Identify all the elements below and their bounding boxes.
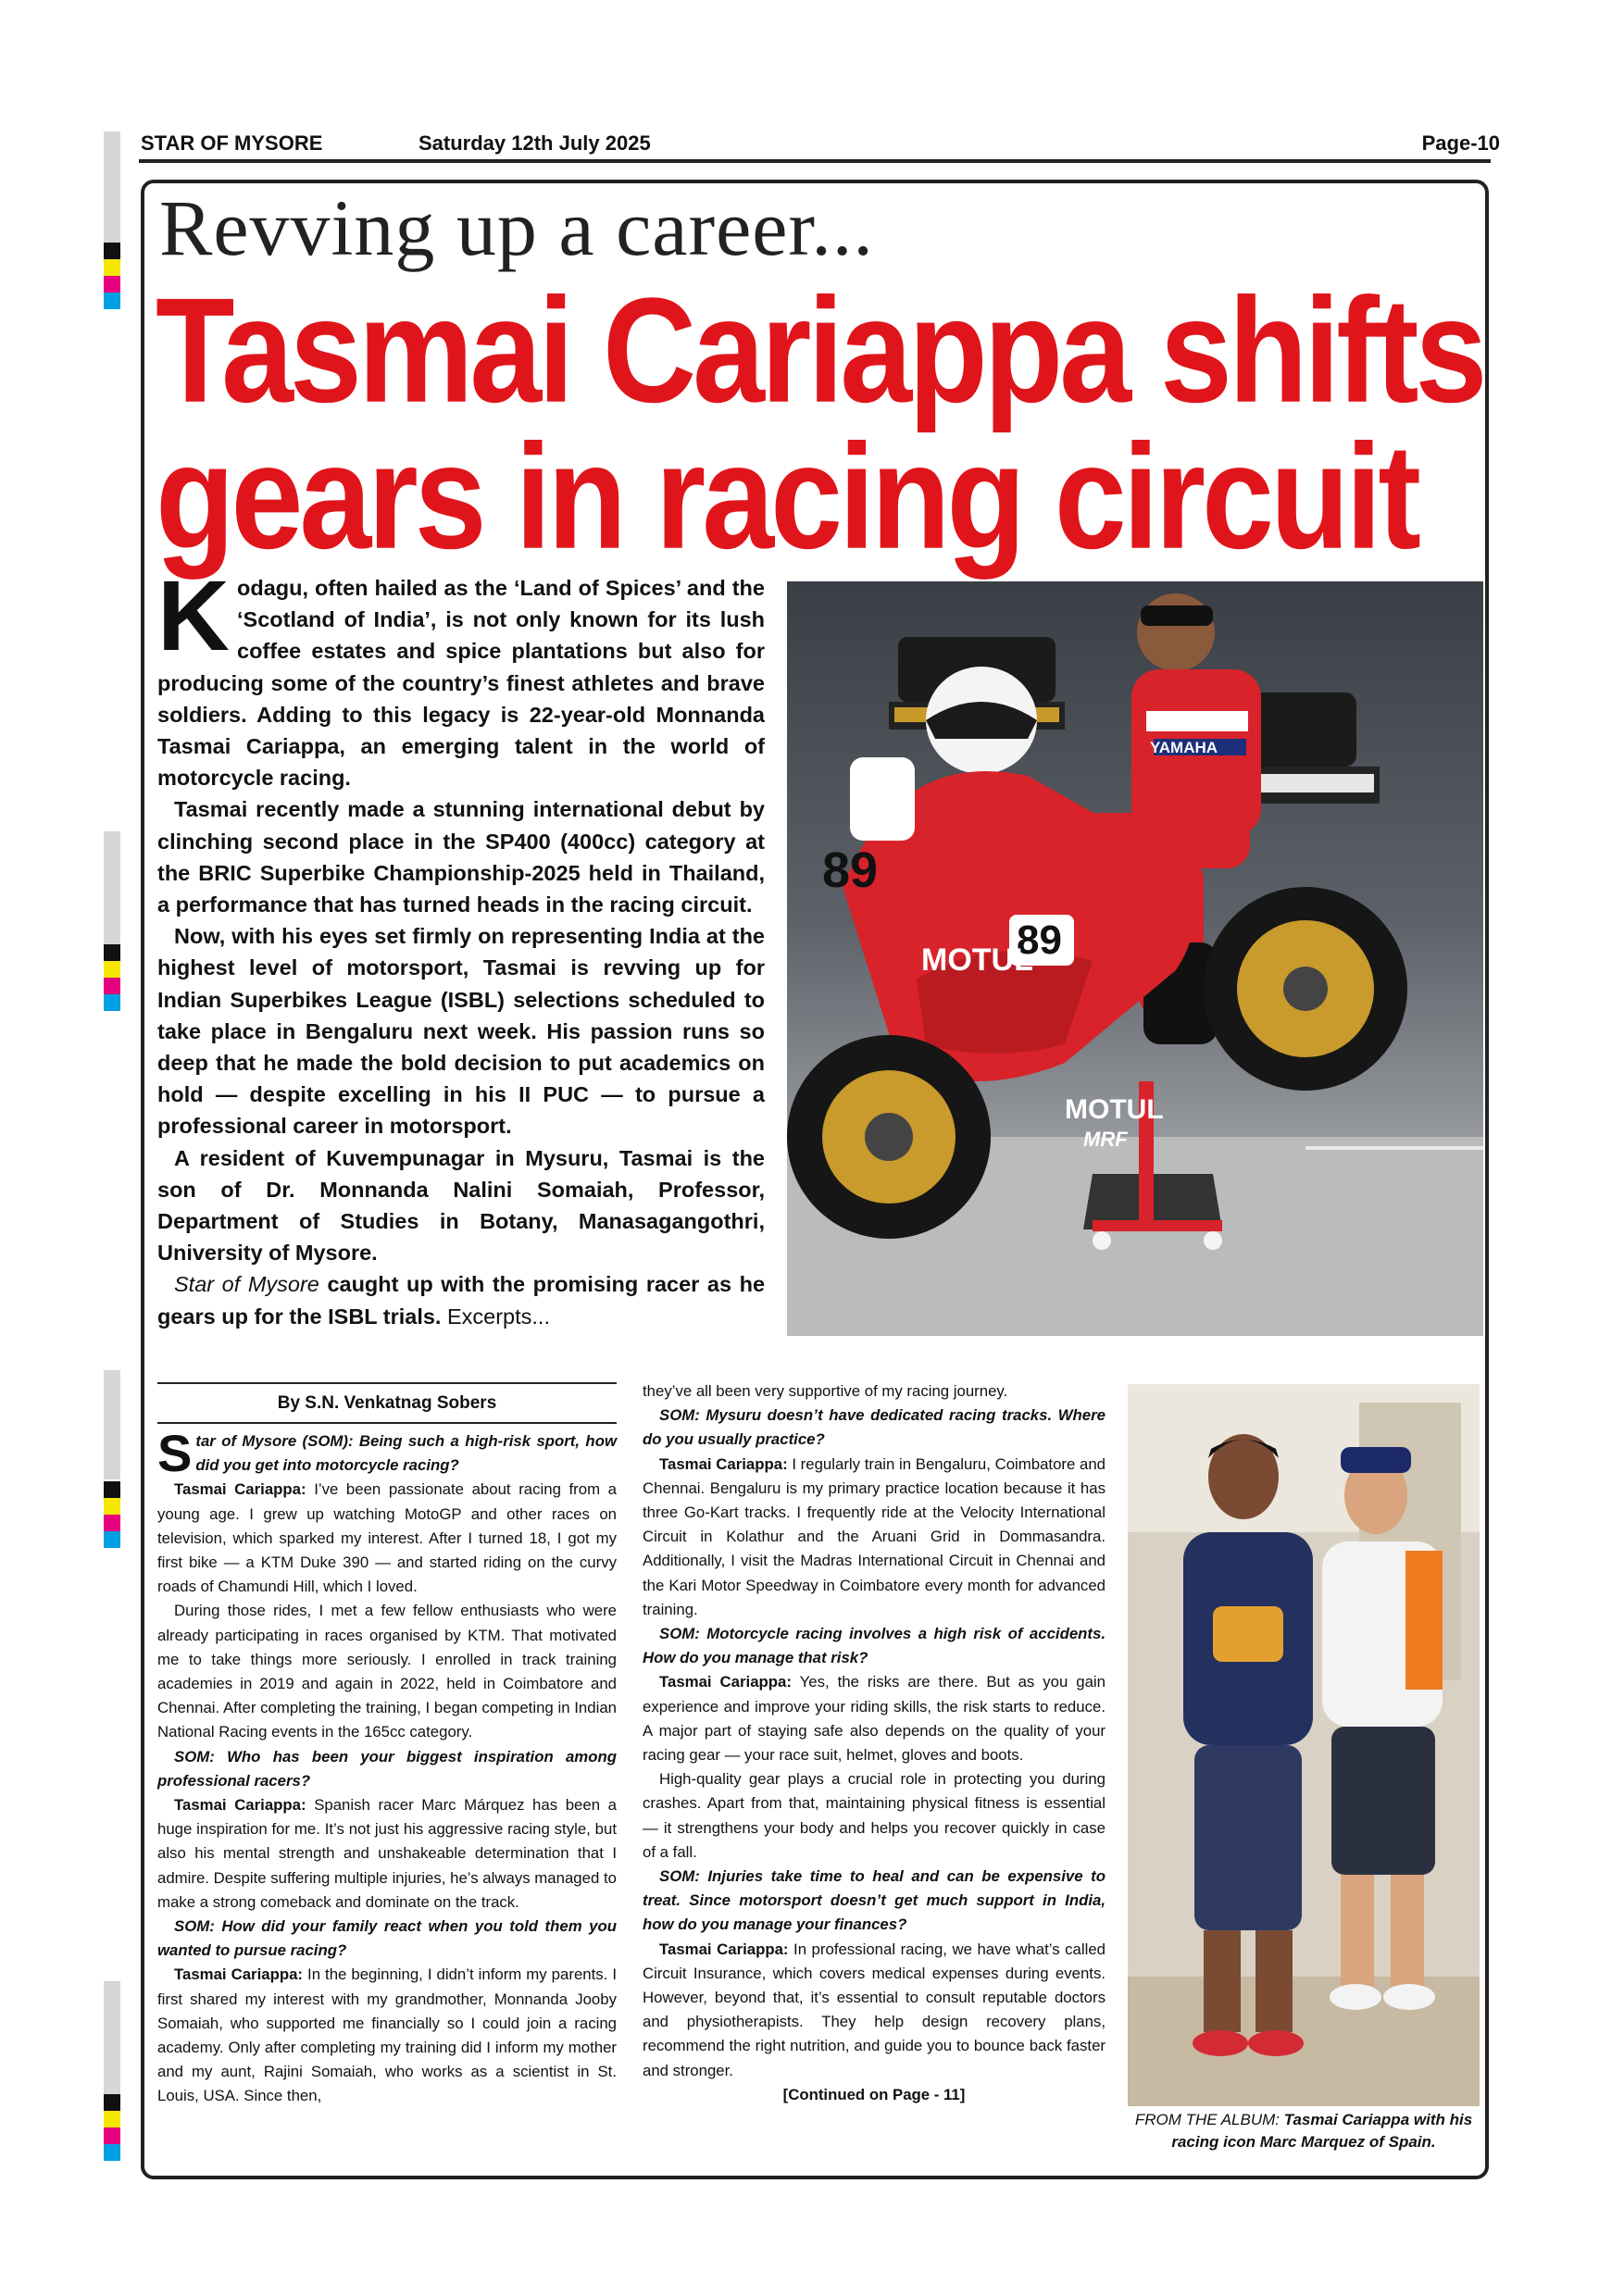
answer-3-continued: they’ve all been very supportive of my racing journey. (643, 1382, 1008, 1400)
answer-4: I regularly train in Bengaluru, Coimbatore and Chennai. Bengaluru is my primary practice location because it has three Go-Kart tracks. I frequently ride at the Velocity International Circuit in Kolathur and the Aruani Grid in Dommasandra. Additionally, I visit the Madras International Circuit in Chennai and the Kari Motor Speedway in Coimbatore every month for advanced training. (643, 1454, 1106, 1618)
intro-dropcap: K (157, 559, 230, 671)
intro-paragraph-3: Now, with his eyes set firmly on representing India at the highest level of motorsport, Tasmai is revving up for Indian Superbikes League (ISBL) selections scheduled to take place in Bengaluru next week. His passion runs so deep that he made the bold decision to put academics on hold — despite excelling in his II PUC — to pursue a professional career in motorsport. (157, 924, 765, 1139)
issue-date: Saturday 12th July 2025 (418, 131, 651, 155)
headline-line-1: Tasmai Cariappa shifts (156, 266, 1484, 434)
motul-logo-text-lower: MOTUL (1065, 1094, 1164, 1125)
racer-bike-illustration (787, 581, 1483, 1336)
speaker-label: Tasmai Cariappa: (659, 1454, 788, 1473)
intro-paper-name: Star of Mysore (174, 1272, 319, 1297)
margin-grey-bar (104, 1370, 120, 1479)
masthead-rule (139, 159, 1491, 163)
question-1: tar of Mysore (SOM): Being such a high-risk sport, how did you get into motorcycle racing? (195, 1432, 617, 1475)
answer-5: Yes, the risks are there. But as you gain experience and improve your riding skills, the risk starts to reduce. A major part of staying safe also depends on the quality of your racing gear — your race suit, helmet, gloves and boots. (643, 1673, 1106, 1765)
bike-number-front: 89 (822, 842, 879, 898)
album-photo-illustration (1128, 1384, 1480, 2106)
speaker-label: Tasmai Cariappa: (659, 1940, 789, 1958)
motul-logo-text: MOTUL (921, 942, 1033, 978)
interview-column-2 (643, 1379, 1106, 2107)
speaker-label: Tasmai Cariappa: (174, 1480, 306, 1499)
answer-1-continued: During those rides, I met a few fellow enthusiasts who were already participating in races organised by KTM. That motivated me to take things more seriously. I enrolled in track training academies in 2019 and again in 2022, held in Coimbatore and Chennai. After completing the training, I began competing in Indian National Racing events in the 165cc category. (157, 1602, 617, 1741)
caption-lead: FROM THE ALBUM: (1134, 2111, 1280, 2128)
photo-caption (1120, 2109, 1487, 2153)
registration-marks (104, 2094, 120, 2161)
speaker-label: Tasmai Cariappa: (174, 1796, 306, 1815)
answer-5-continued: High-quality gear plays a crucial role in protecting you during crashes. Apart from that, maintaining physical fitness is essential — it strengthens your body and helps you recover quickly in case of a fall. (643, 1770, 1106, 1861)
answer-6: In professional racing, we have what’s called Circuit Insurance, which covers medical expenses during events. However, beyond that, it’s essential to consult reputable doctors and physiotherapists. They help design recovery plans, recommend the right nutrition, and guide you to bounce back faster and stronger. (643, 1940, 1106, 2079)
continued-note: [Continued on Page - 11] (782, 2085, 966, 2103)
mrf-logo-text: MRF (1083, 1128, 1128, 1151)
question-4: SOM: Mysuru doesn’t have dedicated racing tracks. Where do you usually practice? (643, 1406, 1106, 1449)
paper-name: STAR OF MYSORE (141, 131, 323, 155)
registration-marks (104, 243, 120, 309)
speaker-label: Tasmai Cariappa: (659, 1673, 792, 1691)
intro-paragraph-5: caught up with the promising racer as he gears up for the ISBL trials. (157, 1272, 766, 1329)
margin-grey-bar (104, 1981, 120, 2094)
album-photo (1128, 1384, 1480, 2106)
byline: By S.N. Venkatnag Sobers (277, 1393, 497, 1413)
bike-number-side: 89 (1017, 917, 1062, 963)
answer-2: Spanish racer Marc Márquez has been a huge inspiration for me. It’s not just his aggressive racing style, but also his mental strength and unshakeable determination that I admire. Despite suffering multiple injuries, he’s always managed to make a strong comeback and dominate on the track. (157, 1796, 617, 1911)
yamaha-logo-text: YAMAHA (1150, 739, 1218, 756)
intro-paragraph-1: odagu, often hailed as the ‘Land of Spices’ and the ‘Scotland of India’, is not only known for its lush coffee estates and spice plantations but also for producing some of the country’s finest athletes and brave soldiers. Adding to this legacy is 22-year-old Monnanda Tasmai Cariappa, an emerging talent in the world of motorcycle racing. (157, 576, 765, 791)
intro-excerpts: Excerpts... (441, 1304, 550, 1329)
margin-grey-bar (104, 131, 120, 243)
byline-top-rule (157, 1382, 617, 1384)
question-5: SOM: Motorcycle racing involves a high risk of accidents. How do you manage that risk? (643, 1625, 1106, 1667)
caption-text: Tasmai Cariappa with his racing icon Marc Marquez of Spain. (1171, 2111, 1473, 2151)
question-3: SOM: How did your family react when you told them you wanted to pursue racing? (157, 1917, 617, 1960)
intro-paragraph-2: Tasmai recently made a stunning international debut by clinching second place in the SP400 (400cc) category at the BRIC Superbike Championship-2025 held in Thailand, a performance that has turned heads in the racing circuit. (157, 797, 765, 917)
margin-grey-bar (104, 831, 120, 944)
helmet (926, 667, 1037, 774)
registration-marks (104, 944, 120, 1011)
page-number: Page-10 (1421, 131, 1500, 155)
intro-paragraph-4: A resident of Kuvempunagar in Mysuru, Tasmai is the son of Dr. Monnanda Nalini Somaiah, Professor, Department of Studies in Botany, Manasagangothri, University of Mysore. (157, 1145, 765, 1266)
question-2: SOM: Who has been your biggest inspiration among professional racers? (157, 1747, 617, 1790)
interview-column-1 (157, 1424, 617, 2109)
racer-bike-photo (787, 581, 1483, 1336)
answer-3: In the beginning, I didn’t inform my parents. I first shared my interest with my grandmother, Monnanda Jooby Somaiah, who supported me financially so I could join a racing academy. Only after completing my training did I inform my mother and my aunt, Rajini Somaiah, who works as a scientist in St. Louis, USA. Since then, (157, 1965, 617, 2105)
article-kicker: Revving up a career... (159, 183, 874, 272)
headline-line-2: gears in racing circuit (156, 412, 1418, 580)
q1-dropcap: S (157, 1424, 193, 1482)
byline-bottom-rule (157, 1422, 617, 1424)
answer-1: I’ve been passionate about racing from a young age. I grew up watching MotoGP and other races on television, which sparked my interest. After I turned 18, I got my first bike — a KTM Duke 390 — and started riding on the curvy roads of Chamundi Hill, which I loved. (157, 1480, 617, 1596)
registration-marks (104, 1481, 120, 1548)
speaker-label: Tasmai Cariappa: (174, 1965, 304, 1984)
article-intro (157, 559, 766, 1332)
question-6: SOM: Injuries take time to heal and can be expensive to treat. Since motorsport doesn’t get much support in India, how do you manage your finances? (643, 1867, 1106, 1934)
